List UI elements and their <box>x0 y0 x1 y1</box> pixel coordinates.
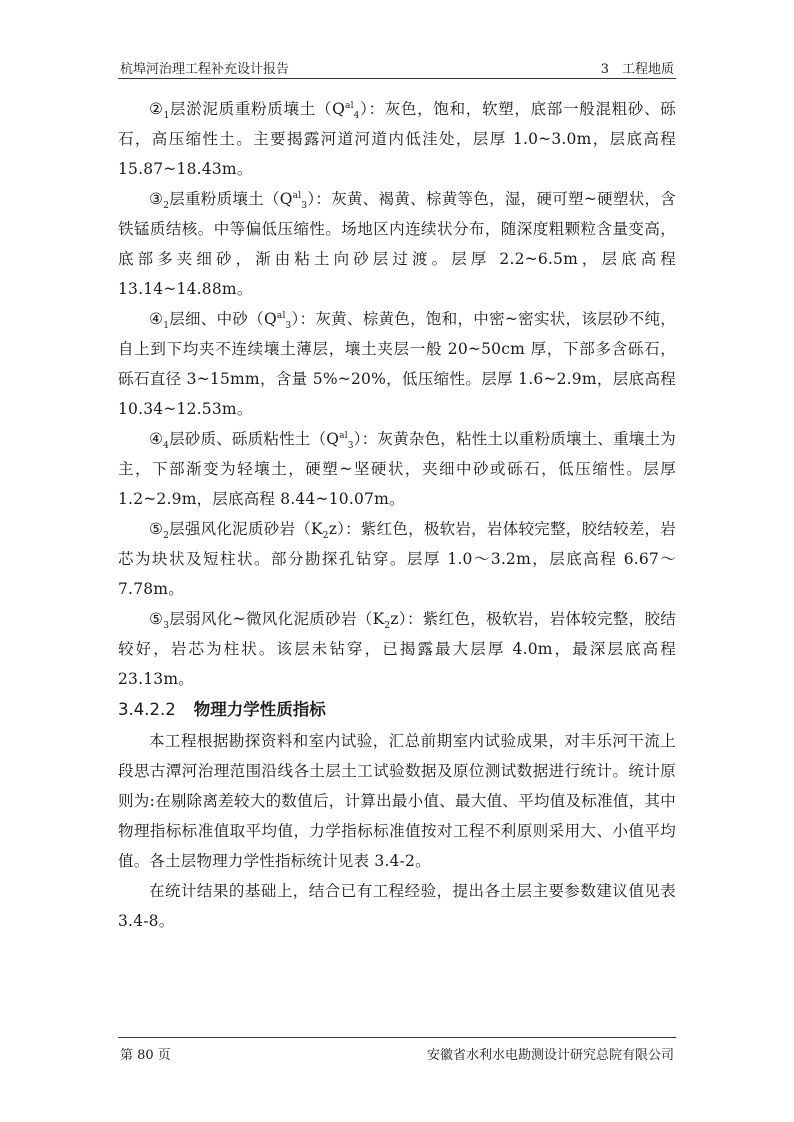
layer-name: 层砂质、砾质粘性土（Q <box>169 430 340 448</box>
layer-name: 层细、中砂（Q <box>169 310 277 328</box>
layer-name: 层强风化泥质砂岩（K <box>169 520 323 538</box>
section-paragraph-1: 本工程根据勘探资料和室内试验，汇总前期室内试验成果，对丰乐河干流上段思古潭河治理范围沿线各土层土工试验数据及原位测试数据进行统计。统计原则为:在剔除离差较大的数值后，计算出最小值、最大值、平均值及标准值，其中物理指标标准值取平均值，力学指标标准值按对工程不利原则采用大、小值平均值。各土层物理力学性指标统计见表 3.4-2。 <box>118 732 676 870</box>
layer-description: z）：紫红色，极软岩，岩体较完整，胶结较差，岩芯为块状及短柱状。部分勘探孔钻穿。层厚 1.0～3.2m，层底高程 6.67～7.78m。 <box>118 520 676 598</box>
age-superscript: al <box>339 430 348 441</box>
layer-symbol: ⑤ <box>149 520 164 538</box>
layer-symbol: ⑤ <box>149 610 164 628</box>
soil-layer-paragraph <box>118 424 676 514</box>
section-number: 3.4.2.2 <box>118 700 176 719</box>
section-heading <box>118 694 676 726</box>
soil-layer-descriptions <box>118 94 676 694</box>
page-body <box>118 94 676 936</box>
layer-symbol: ④ <box>149 430 164 448</box>
header-chapter: 3 工程地质 <box>600 62 674 77</box>
age-subscript: 3 <box>347 441 354 452</box>
layer-symbol: ④ <box>149 310 164 328</box>
layer-symbol: ③ <box>149 190 164 208</box>
soil-layer-paragraph <box>118 604 676 694</box>
soil-layer-paragraph <box>118 304 676 424</box>
page-footer <box>118 1037 676 1063</box>
soil-layer-paragraph <box>118 94 676 184</box>
age-superscript: al <box>292 190 302 201</box>
age-superscript: al <box>276 310 286 321</box>
age-subscript: 2 <box>384 621 391 632</box>
age-subscript: 3 <box>301 201 308 212</box>
header-report-title: 杭埠河治理工程补充设计报告 <box>120 62 290 77</box>
age-subscript: 2 <box>322 531 329 542</box>
section-paragraph-2: 在统计结果的基础上，结合已有工程经验，提出各土层主要参数建议值见表 3.4-8。 <box>118 882 676 930</box>
layer-subscript: 1 <box>163 111 170 122</box>
soil-layer-paragraph <box>118 514 676 604</box>
layer-subscript: 4 <box>163 441 170 452</box>
layer-description: ）：灰黄、棕黄色，饱和，中密~密实状，该层砂不纯，自上到下均夹不连续壤土薄层，壤土夹层一般 20~50cm 厚，下部多含砾石，砾石直径 3~15mm，含量 5%~20%，低压缩性。层厚 1.6~2.9m，层底高程 10.34~12.53m。 <box>118 310 676 418</box>
layer-description: ）：灰黄杂色，粘性土以重粉质壤土、重壤土为主，下部渐变为轻壤土，硬塑~坚硬状，夹细中砂或砾石，低压缩性。层厚 1.2~2.9m，层底高程 8.44~10.07m。 <box>118 430 676 508</box>
soil-layer-paragraph <box>118 184 676 304</box>
age-superscript: al <box>345 100 354 111</box>
layer-name: 层重粉质壤土（Q <box>169 190 293 208</box>
layer-description: ）：灰黄、褐黄、棕黄等色，湿，硬可塑~硬塑状，含铁锰质结核。中等偏低压缩性。场地区内连续状分布，随深度粗颗粒含量变高，底部多夹细砂，渐由粘土向砂层过渡。层厚 2.2~6.5m，层底高程 13.14~14.88m。 <box>118 190 676 298</box>
layer-subscript: 2 <box>163 531 170 542</box>
layer-description: z）：紫红色，极软岩，岩体较完整，胶结较好，岩芯为柱状。该层未钻穿，已揭露最大层厚 4.0m，最深层底高程 23.13m。 <box>118 610 676 688</box>
section-title: 物理力学性质指标 <box>193 700 326 719</box>
layer-description: ）：灰色，饱和，软塑，底部一般混粗砂、砾石，高压缩性土。主要揭露河道河道内低洼处，层厚 1.0~3.0m，层底高程15.87~18.43m。 <box>118 100 676 178</box>
layer-subscript: 1 <box>163 321 170 332</box>
layer-name: 层弱风化~微风化泥质砂岩（K <box>169 610 385 628</box>
layer-symbol: ② <box>149 100 164 118</box>
age-subscript: 4 <box>353 111 360 122</box>
age-subscript: 3 <box>285 321 292 332</box>
footer-institute: 安徽省水利水电勘测设计研究总院有限公司 <box>426 1048 674 1063</box>
layer-subscript: 2 <box>163 201 170 212</box>
layer-name: 层淤泥质重粉质壤土（Q <box>169 100 346 118</box>
page-header <box>118 54 676 79</box>
footer-page-number: 第 80 页 <box>120 1048 171 1063</box>
layer-subscript: 3 <box>163 621 170 632</box>
